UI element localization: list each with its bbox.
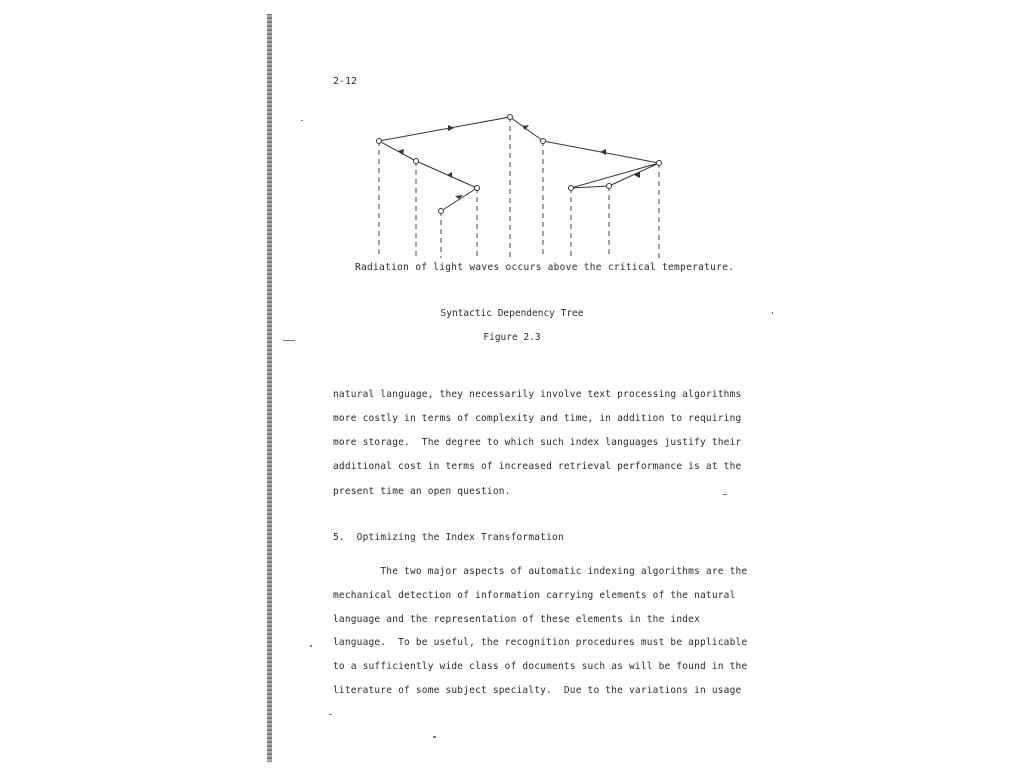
scan-speck [433,736,436,738]
tree-edge [609,163,659,186]
tree-node [607,184,612,189]
text-line: natural language, they necessarily involve text processing algorithms [333,389,742,400]
scan-speck [329,714,332,715]
dependency-tree-diagram [0,0,1024,300]
tree-node [657,161,662,166]
page-number: 2-12 [333,76,358,87]
text-line: literature of some subject specialty. Due to the variations in usage [333,685,742,696]
text-line: more costly in terms of complexity and time, in addition to requiring [333,413,742,424]
tree-edge [510,117,543,141]
text-line: additional cost in terms of increased retrieval performance is at the [333,461,742,472]
tree-node [475,186,480,191]
section-heading: 5. Optimizing the Index Transformation [333,532,564,543]
text-line: mechanical detection of information carrying elements of the natural [333,590,736,601]
tree-edge [571,163,659,188]
scan-speck [301,120,303,121]
text-line: present time an open question. [333,486,511,497]
text-line: to a sufficiently wide class of documents such as will be found in the [333,661,748,672]
tree-node [439,209,444,214]
scan-speck [310,645,312,647]
tree-arrowheads [398,125,640,199]
tree-node [541,139,546,144]
tree-edge [379,117,510,141]
figure-label: Figure 2.3 [483,332,541,343]
scan-speck [283,340,295,341]
tree-edge [379,141,416,161]
scan-speck [772,312,773,314]
tree-node [414,159,419,164]
tree-node [377,139,382,144]
text-line: The two major aspects of automatic indexing algorithms are the [333,566,748,577]
tree-edge [441,188,477,211]
text-line: more storage. The degree to which such index languages justify their [333,437,742,448]
scan-speck [723,494,727,495]
text-line: language. To be useful, the recognition procedures must be applicable [333,637,748,648]
tree-edge [416,161,477,188]
figure-title: Syntactic Dependency Tree [440,308,584,319]
tree-node [569,186,574,191]
tree-node [508,115,513,120]
figure-sentence: Radiation of light waves occurs above the critical temperature. [355,262,735,273]
text-line: language and the representation of these elements in the index [333,614,701,625]
